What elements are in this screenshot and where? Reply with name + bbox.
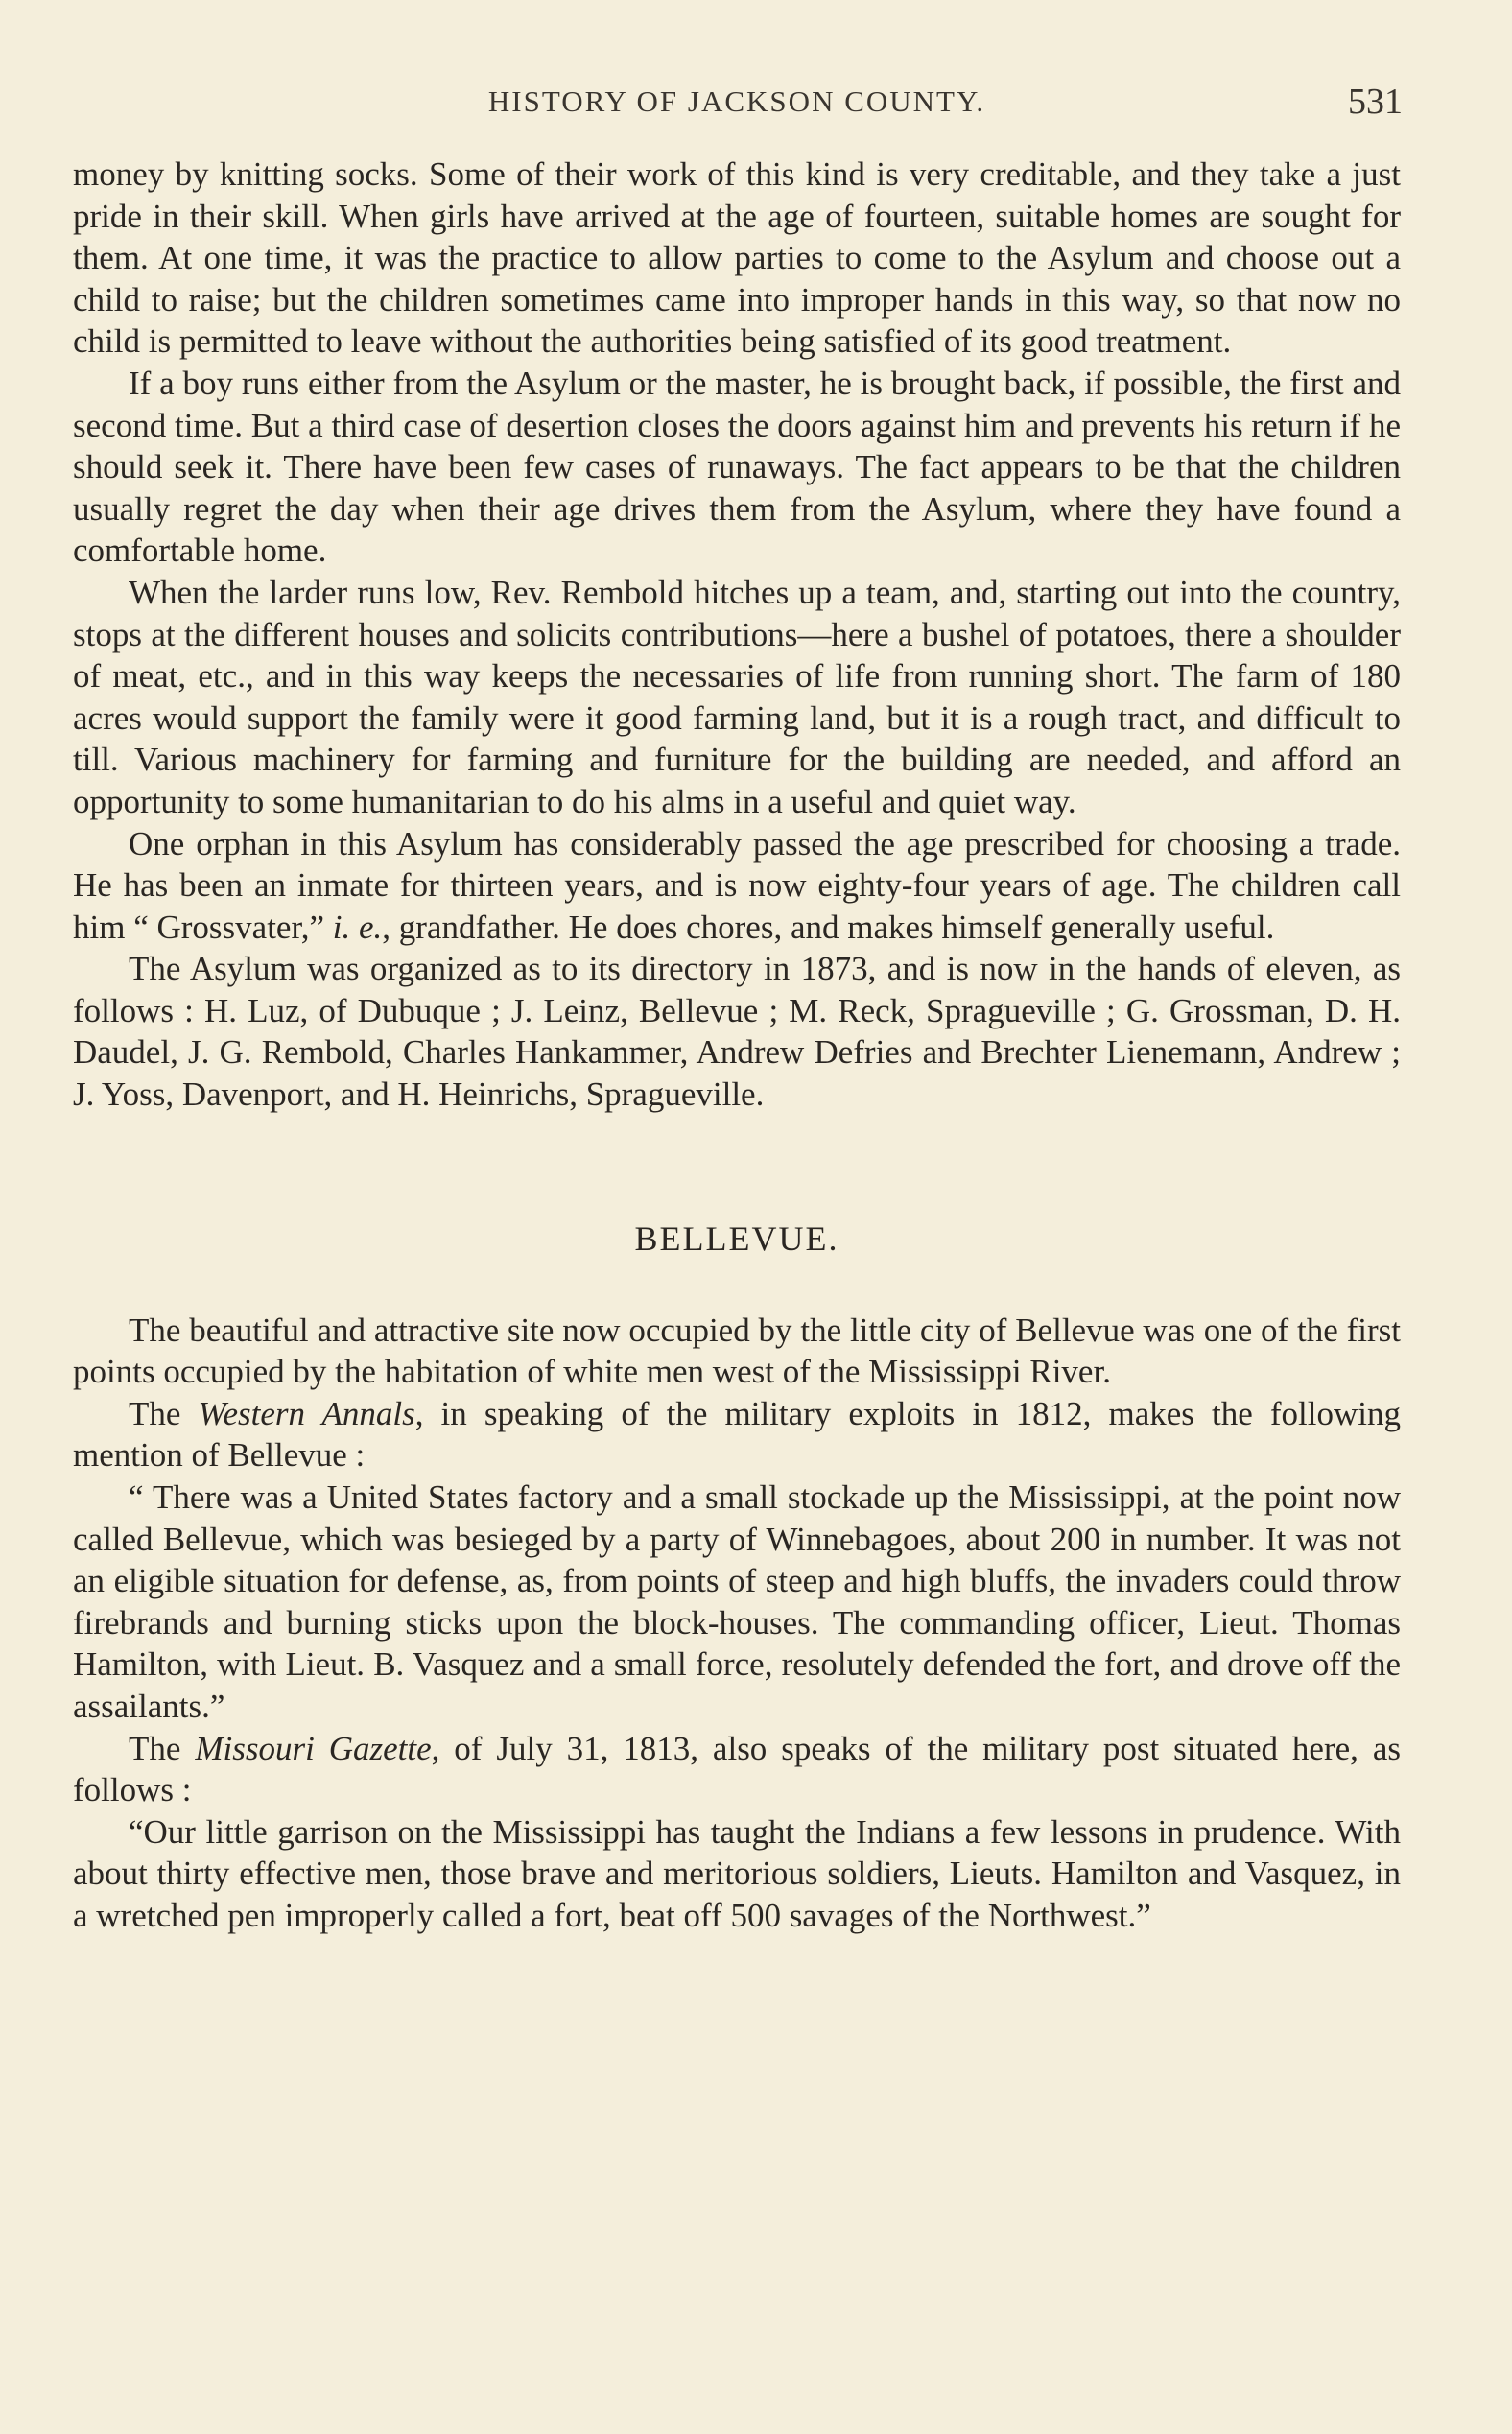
paragraph-continued: money by knitting socks. Some of their work of this kind is very creditable, and they take a just pride in their skill. When girls have arrived at the age of fourteen, suitable homes are sought for them. At one time, it was the practice to allow parties to come to the Asylum and choose out a child to raise; but the children sometimes came into improper hands in this way, so that now no child is permitted to leave without the authorities being satisfied of its good treatment. — [73, 155, 1401, 361]
orphan-ie: i. e. — [332, 908, 383, 946]
annals-title: Western Annals — [198, 1394, 415, 1432]
body-text — [73, 154, 1401, 1937]
gazette-text-2: , of July 31, 1813, also speaks of the military post situated here, as follows : — [73, 1729, 1401, 1809]
book-page — [73, 84, 1401, 1937]
section-title: BELLEVUE. — [634, 1218, 839, 1258]
gazette-title: Missouri Gazette — [195, 1729, 432, 1767]
paragraph-directory: The Asylum was organized as to its directory in 1873, and is now in the hands of eleven, as follows : H. Luz, of Dubuque ; J. Leinz, Bellevue ; M. Reck, Spragueville ; G. Grossman, D. H. Daudel, J. G. Rembold, Charles Hankammer, Andrew Defries and Brechter Lienemann, Andrew ; J. Yoss, Davenport, and H. Heinrichs, Spragueville. — [73, 950, 1401, 1114]
orphan-text-1: One orphan in this Asylum has considerably passed the age prescribed for choosing a trade. He has been an inmate for thirteen years, and is now eighty-four years of age. The children call him “ Grossvater,” — [73, 824, 1401, 946]
paragraph-orphan — [73, 823, 1401, 949]
paragraph-missouri-gazette — [73, 1728, 1401, 1811]
paragraph-western-annals — [73, 1393, 1401, 1477]
page-header — [73, 84, 1401, 132]
paragraph-bellevue-site: The beautiful and attractive site now occupied by the little city of Bellevue was one of the first points occupied by the habitation of white men west of the Mississippi River. — [73, 1311, 1401, 1391]
orphan-text-2: , grandfather. He does chores, and makes himself generally useful. — [382, 908, 1275, 946]
annals-text-2: , in speaking of the military exploits in 1812, makes the following mention of Bellevue : — [73, 1394, 1401, 1475]
running-head: HISTORY OF JACKSON COUNTY. — [487, 84, 986, 118]
paragraph-runaways: If a boy runs either from the Asylum or the master, he is brought back, if possible, the first and second time. But a third case of desertion closes the doors against him and prevents his return if he should seek it. There have been few cases of runaways. The fact appears to be that the children usually regret the day when their age drives them from the Asylum, where they have found a comfortable home. — [73, 364, 1401, 570]
paragraph-larder: When the larder runs low, Rev. Rembold hitches up a team, and, starting out into the country, stops at the different houses and solicits contributions—here a bushel of potatoes, there a shoulder of meat, etc., and in this way keeps the necessaries of life from running short. The farm of 180 acres would support the family were it good farming land, but it is a rough tract, and difficult to till. Various machinery for farming and furniture for the building are needed, and afford an opportunity to some humanitarian to do his alms in a useful and quiet way. — [73, 573, 1401, 820]
paragraph-quote-factory: “ There was a United States factory and a small stockade up the Mississippi, at the point now called Bellevue, which was besieged by a party of Winnebagoes, about 200 in number. It was not an eligible situation for defense, as, from points of steep and high bluffs, the invaders could throw firebrands and burning sticks upon the block-houses. The commanding officer, Lieut. Thomas Hamilton, with Lieut. B. Vasquez and a small force, resolutely defended the fort, and drove off the assailants.” — [73, 1478, 1401, 1725]
page-number: 531 — [1348, 82, 1403, 122]
gazette-text-1: The — [129, 1729, 196, 1767]
paragraph-quote-garrison: “Our little garrison on the Mississippi has taught the Indians a few lessons in prudence. With about thirty effective men, those brave and meritorious soldiers, Lieuts. Hamilton and Vasquez, in a wretched pen improperly called a fort, beat off 500 savages of the Northwest.” — [73, 1812, 1401, 1934]
annals-text-1: The — [129, 1394, 199, 1432]
